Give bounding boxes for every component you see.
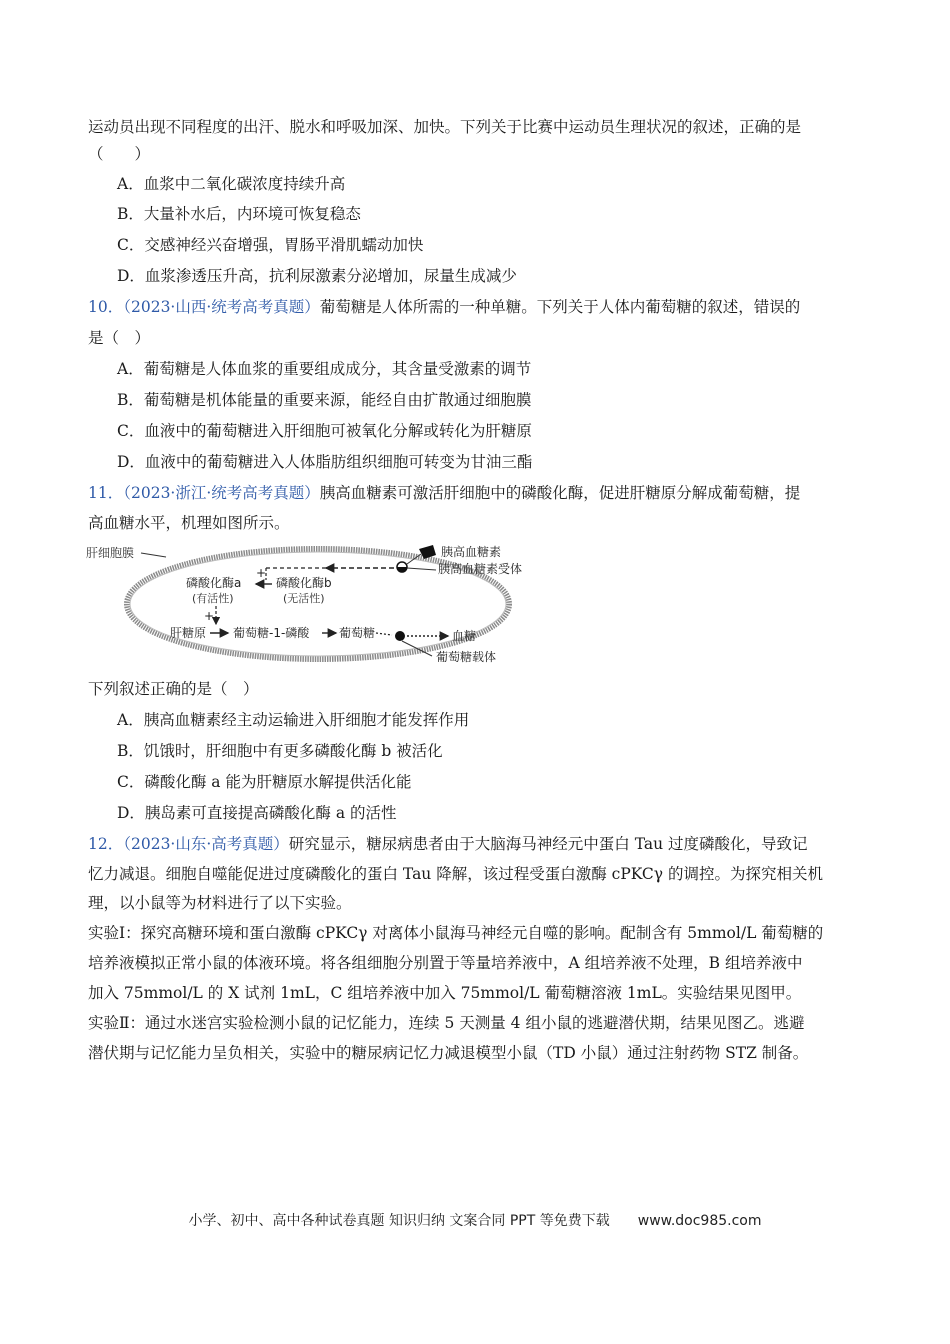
q12-source: （2023·山东·高考真题） [123, 835, 289, 853]
q9-option-a: A．血浆中二氧化碳浓度持续升高 [117, 175, 346, 193]
blood-glucose-label: 血糖 [452, 629, 477, 643]
q10-stem-text: 葡萄糖是人体所需的一种单糖。下列关于人体内葡萄糖的叙述，错误的 [319, 298, 801, 316]
q12-line: 加入 75mmol/L 的 X 试剂 1mL，C 组培养液中加入 75mmol/L 葡萄糖溶液 1mL。实验结果见图甲。 [88, 984, 802, 1002]
q10-option-d: D．血液中的葡萄糖进入人体脂肪组织细胞可转变为甘油三酯 [117, 453, 533, 471]
liver-cell-diagram [86, 540, 556, 670]
q11-option-a: A．胰高血糖素经主动运输进入肝细胞才能发挥作用 [117, 711, 470, 729]
footer-site-link[interactable]: www.doc985.com [637, 1213, 762, 1229]
plus-sign-1: + [256, 566, 267, 580]
q11-stem-text: 胰高血糖素可激活肝细胞中的磷酸化酶，促进肝糖原分解成葡萄糖，提 [319, 484, 801, 502]
q10-stem-line2: 是（ ） [88, 329, 151, 347]
page-footer [0, 1210, 950, 1230]
glucose-label: 葡萄糖 [339, 626, 376, 640]
glucagon-label: 胰高血糖素 [441, 545, 502, 559]
q9-option-d: D．血浆渗透压升高，抗利尿激素分泌增加，尿量生成减少 [117, 267, 517, 285]
q11-option-c: C．磷酸化酶 a 能为肝糖原水解提供活化能 [117, 773, 412, 791]
q11-number: 11． [88, 484, 124, 502]
glycogen-label: 肝糖原 [170, 626, 207, 640]
q11-option-d: D．胰岛素可直接提高磷酸化酶 a 的活性 [117, 804, 397, 822]
q10-option-a: A．葡萄糖是人体血浆的重要组成成分，其含量受激素的调节 [117, 360, 532, 378]
q12-experiment1-line: 实验Ⅰ：探究高糖环境和蛋白激酶 cPKCγ 对离体小鼠海马神经元自噬的影响。配制含有 5mmol/L 葡萄糖的 [88, 924, 824, 942]
enzyme-b-note: (无活性) [283, 592, 325, 605]
enzyme-a-note: (有活性) [192, 592, 234, 605]
plus-sign-2: + [204, 609, 215, 623]
q11-option-b: B．饥饿时，肝细胞中有更多磷酸化酶 b 被活化 [117, 742, 443, 760]
q12-line: 理，以小鼠等为材料进行了以下实验。 [88, 894, 352, 912]
carrier-label: 葡萄糖载体 [436, 650, 497, 664]
q11-stem-line1 [88, 482, 800, 504]
q9-option-b: B．大量补水后，内环境可恢复稳态 [117, 205, 361, 223]
glucose-carrier-shape [395, 631, 405, 641]
q9-stem-line2: （ ） [88, 145, 151, 163]
membrane-pointer [141, 553, 166, 557]
q12-line: 潜伏期与记忆能力呈负相关，实验中的糖尿病记忆力减退模型小鼠（TD 小鼠）通过注射药物 STZ 制备。 [88, 1044, 809, 1062]
q10-number: 10． [88, 298, 124, 316]
q11-prompt: 下列叙述正确的是（ ） [88, 680, 259, 698]
q12-line: 忆力减退。细胞自噬能促进过度磷酸化的蛋白 Tau 降解，该过程受蛋白激酶 cPKCγ 的调控。为探究相关机 [88, 865, 823, 883]
membrane-label: 肝细胞膜 [86, 546, 135, 560]
q10-source: （2023·山西·统考高考真题） [123, 298, 320, 316]
q10-option-b: B．葡萄糖是机体能量的重要来源，能经自由扩散通过细胞膜 [117, 391, 532, 409]
q9-option-c: C．交感神经兴奋增强，胃肠平滑肌蠕动加快 [117, 236, 424, 254]
q11-source: （2023·浙江·统考高考真题） [123, 484, 320, 502]
q12-stem-line1 [88, 833, 808, 855]
q10-stem-line1 [88, 296, 800, 318]
g1p-label: 葡萄糖-1-磷酸 [233, 626, 310, 640]
q9-stem-line1: 运动员出现不同程度的出汗、脱水和呼吸加深、加快。下列关于比赛中运动员生理状况的叙述，正确的是 [88, 118, 802, 136]
enzyme-a-label: 磷酸化酶a [186, 576, 242, 590]
q11-stem-line2: 高血糖水平，机理如图所示。 [88, 514, 290, 532]
q12-stem-text: 研究显示，糖尿病患者由于大脑海马神经元中蛋白 Tau 过度磷酸化，导致记 [288, 835, 808, 853]
q12-experiment2-line: 实验Ⅱ：通过水迷宫实验检测小鼠的记忆能力，连续 5 天测量 4 组小鼠的逃避潜伏期，结果见图乙。逃避 [88, 1014, 805, 1032]
footer-text: 小学、初中、高中各种试卷真题 知识归纳 文案合同 PPT 等免费下载 [188, 1213, 610, 1229]
q10-option-c: C．血液中的葡萄糖进入肝细胞可被氧化分解或转化为肝糖原 [117, 422, 532, 440]
q12-line: 培养液模拟正常小鼠的体液环境。将各组细胞分别置于等量培养液中，A 组培养液不处理，B 组培养液中 [88, 954, 803, 972]
q12-number: 12． [88, 835, 124, 853]
enzyme-b-label: 磷酸化酶b [276, 576, 332, 590]
receptor-label: 胰高血糖素受体 [438, 562, 523, 576]
